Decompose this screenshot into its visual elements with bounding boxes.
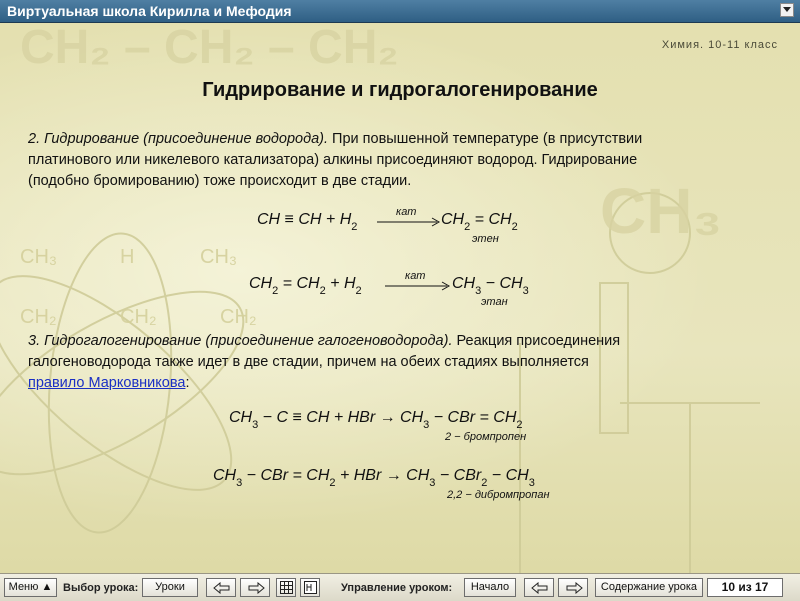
markovnikov-rule-link[interactable]: правило Марковникова [28,375,186,391]
equation-3: $CH_3 - C$ ≡ CH + HBr → $CH_3$ − CBr = $CH_2$ [229,409,523,432]
paragraph-text: Реакция присоединения [452,333,621,349]
catalyst-label: кат [405,270,426,282]
start-button[interactable]: Начало [464,578,516,597]
menu-button[interactable]: Меню ▲ [4,578,57,597]
previous-lesson-button[interactable] [206,578,236,597]
svg-text:CH₃: CH₃ [200,246,238,268]
bottom-toolbar [0,573,800,601]
svg-text:CH₂: CH₂ [220,306,257,328]
reaction-arrow-icon [377,217,441,227]
page-counter: 10 из 17 [707,578,783,597]
lesson-content [0,23,800,573]
next-page-button[interactable] [558,578,588,597]
window-menu-button[interactable] [780,3,794,17]
paragraph-text: При повышенной температуре (в присутствии [328,131,643,147]
svg-text:CH₃: CH₃ [600,175,723,247]
lesson-contents-button[interactable]: Содержание урока [595,578,703,597]
previous-page-button[interactable] [524,578,554,597]
paragraph-text: платинового или никелевого катализатора) алкины присоединяют водород. Гидрирование [28,152,638,168]
subject-label: Химия. 10-11 класс [661,39,778,51]
glossary-button[interactable] [300,578,320,597]
chevron-down-icon [783,7,791,13]
equation-2-left: $CH_2 = CH_2 + H_2$ [249,275,362,298]
paragraph-text: : [185,375,190,391]
svg-text:CH₂: CH₂ [120,306,157,328]
background-chemistry-decoration [0,23,800,573]
equation-1-left: CH ≡ CH + $H_2$ [257,211,358,234]
lesson-list-button[interactable] [276,578,296,597]
arrow-right-icon [565,582,583,594]
paragraph-text: (подобно бромированию) тоже происходит в две стадии. [28,173,412,189]
svg-text:CH₂ – CH₂ – CH₂: CH₂ – CH₂ – CH₂ [20,23,399,74]
equation-4: $CH_3$ − CBr = $CH_2$ + HBr → $CH_3 - CBr_2 - CH_3$ [213,467,535,490]
window-title-bar [0,0,800,23]
paragraph-text: галогеноводорода также идет в две стадии, причем на обеих стадиях выполняется [28,354,589,370]
reaction-arrow-icon [385,281,451,291]
arrow-left-icon [531,582,549,594]
hydrohalogenation-term: 3. Гидрогалогенирование (присоединение галогеноводорода). [28,333,453,349]
hydrogenation-paragraph [28,129,748,192]
window-title: Виртуальная школа Кирилла и Мефодия [7,3,292,19]
equation-2-right: $CH_3 - CH_3$ [452,275,529,298]
lessons-button[interactable]: Уроки [142,578,198,597]
product-name-ethene: этен [472,233,499,245]
next-lesson-button[interactable] [240,578,270,597]
document-icon [304,581,317,594]
hydrohalogenation-paragraph [28,331,748,394]
page-title: Гидрирование и гидрогалогенирование [202,79,598,101]
product-name-ethane: этан [481,296,508,308]
product-name-bromopropene: 2 − бромпропен [445,431,527,443]
catalyst-label: кат [396,206,417,218]
grid-icon [280,581,293,594]
svg-text:CH₃: CH₃ [20,246,58,268]
choose-lesson-label: Выбор урока: [63,582,139,594]
arrow-left-icon [213,582,231,594]
svg-text:H: H [120,246,135,268]
equation-1-right: $CH_2 = CH_2$ [441,211,518,234]
lesson-control-label: Управление уроком: [341,582,453,594]
hydrogenation-term: 2. Гидрирование (присоединение водорода). [28,131,329,147]
svg-text:CH₂: CH₂ [20,306,57,328]
product-name-dibromopropane: 2,2 − дибромпропан [447,489,550,501]
arrow-right-icon [247,582,265,594]
